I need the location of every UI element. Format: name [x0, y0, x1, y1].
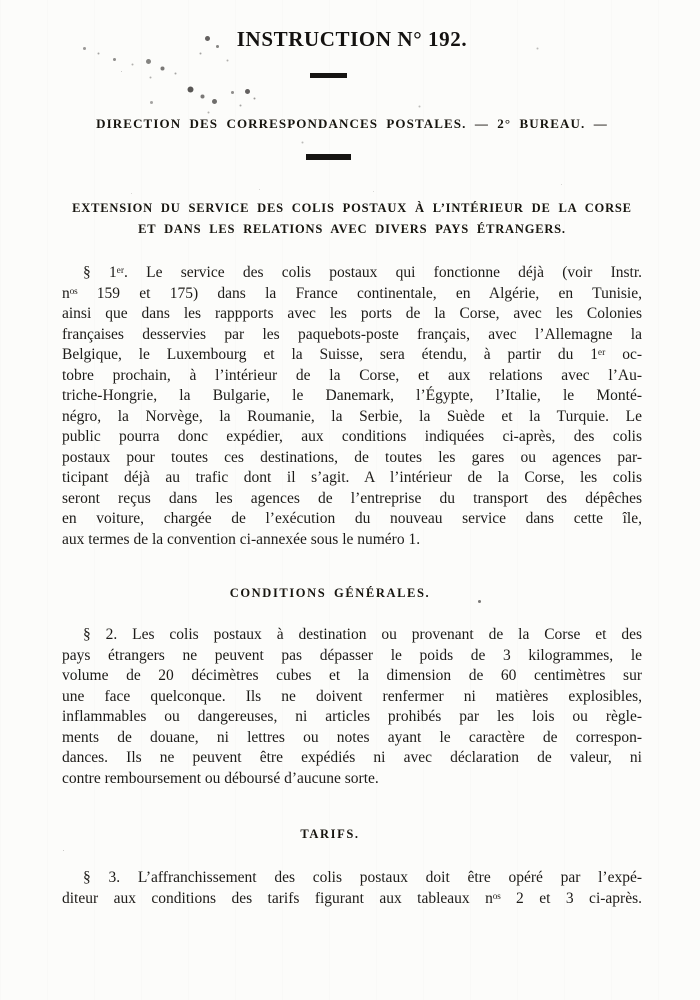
text-line: pays étrangers ne peuvent pas dépasser le poids de 3 kilogrammes, le — [62, 646, 642, 664]
text-line: postaux pour toutes ces destinations, de toutes les gares ou agences par- — [62, 448, 642, 466]
text-line: volume de 20 décimètres cubes et la dimension de 60 centimètres sur — [62, 667, 642, 684]
text-line: tobre prochain, à l’intérieur de la Corse, et aux relations avec l’Au- — [62, 366, 642, 384]
text-line: triche-Hongrie, la Bulgarie, le Danemark, l’Égypte, l’Italie, le Monté- — [62, 387, 642, 404]
text-line: dances. Ils ne peuvent être expédiés ni avec déclaration de valeur, ni — [62, 749, 642, 766]
text-line: contre remboursement ou déboursé d’aucune sorte. — [62, 769, 379, 787]
separator-rule-middle — [306, 154, 351, 160]
text-line: françaises desservies par les paquebots-poste français, avec l’Allemagne la — [62, 325, 642, 343]
ink-speck-field — [0, 0, 3, 3]
separator-rule-top — [310, 73, 347, 78]
text-line: ticipant déjà au trafic dont il s’agit. A l’intérieur de la Corse, les colis — [62, 469, 642, 486]
text-line: seront reçus dans les agences de l’entreprise du transport des dépêches — [62, 489, 642, 507]
text-line: aux termes de la convention ci-annexée sous le numéro 1. — [62, 530, 421, 548]
text-line: § 1ᵉʳ. Le service des colis postaux qui fonctionne déjà (voir Instr. — [83, 264, 642, 281]
subject-heading-line1: EXTENSION DU SERVICE DES COLIS POSTAUX À L’INTÉRIEUR DE LA CORSE — [72, 201, 632, 215]
text-line: Belgique, le Luxembourg et la Suisse, sera étendu, à partir du 1ᵉʳ oc- — [62, 346, 642, 363]
document-body — [62, 0, 642, 909]
page-title: INSTRUCTION N° 192. — [236, 27, 468, 51]
text-line: public pourra donc expédier, aux conditions indiquées ci-après, des colis — [62, 428, 642, 445]
text-line: une face quelconque. Ils ne doivent renfermer ni matières explosibles, — [62, 687, 642, 705]
department-line: DIRECTION DES CORRESPONDANCES POSTALES. — 2° BUREAU. — — [96, 116, 608, 131]
text-line: diteur aux conditions des tarifs figurant aux tableaux nᵒˢ 2 et 3 ci-après. — [62, 889, 642, 907]
text-line: ments de douane, ni lettres ou notes ayant le caractère de correspon- — [62, 728, 642, 746]
section-heading-tarifs: TARIFS. — [300, 827, 360, 841]
subject-heading-line2: ET DANS LES RELATIONS AVEC DIVERS PAYS ÉTRANGERS. — [138, 222, 566, 236]
text-line: § 2. Les colis postaux à destination ou provenant de la Corse et des — [83, 626, 642, 643]
text-line: ainsi que dans les rappports avec les ports de la Corse, avec les Colonies — [62, 305, 642, 322]
subject-heading — [62, 198, 642, 240]
text-line: négro, la Norvège, la Roumanie, la Serbie, la Suède et la Turquie. Le — [62, 407, 642, 425]
text-line: inflammables ou dangereuses, ni articles prohibés par les lois ou règle- — [62, 708, 642, 725]
text-line: § 3. L’affranchissement des colis postaux doit être opéré par l’expé- — [83, 869, 642, 886]
text-line: en voiture, chargée de l’exécution du nouveau service dans cette île, — [62, 510, 642, 527]
paragraph-2 — [62, 625, 642, 789]
paragraph-1 — [62, 263, 642, 550]
section-heading-conditions-generales: CONDITIONS GÉNÉRALES. — [229, 586, 431, 600]
text-line: nᵒˢ 159 et 175) dans la France continentale, en Algérie, en Tunisie, — [62, 284, 642, 302]
paragraph-3 — [62, 868, 642, 909]
